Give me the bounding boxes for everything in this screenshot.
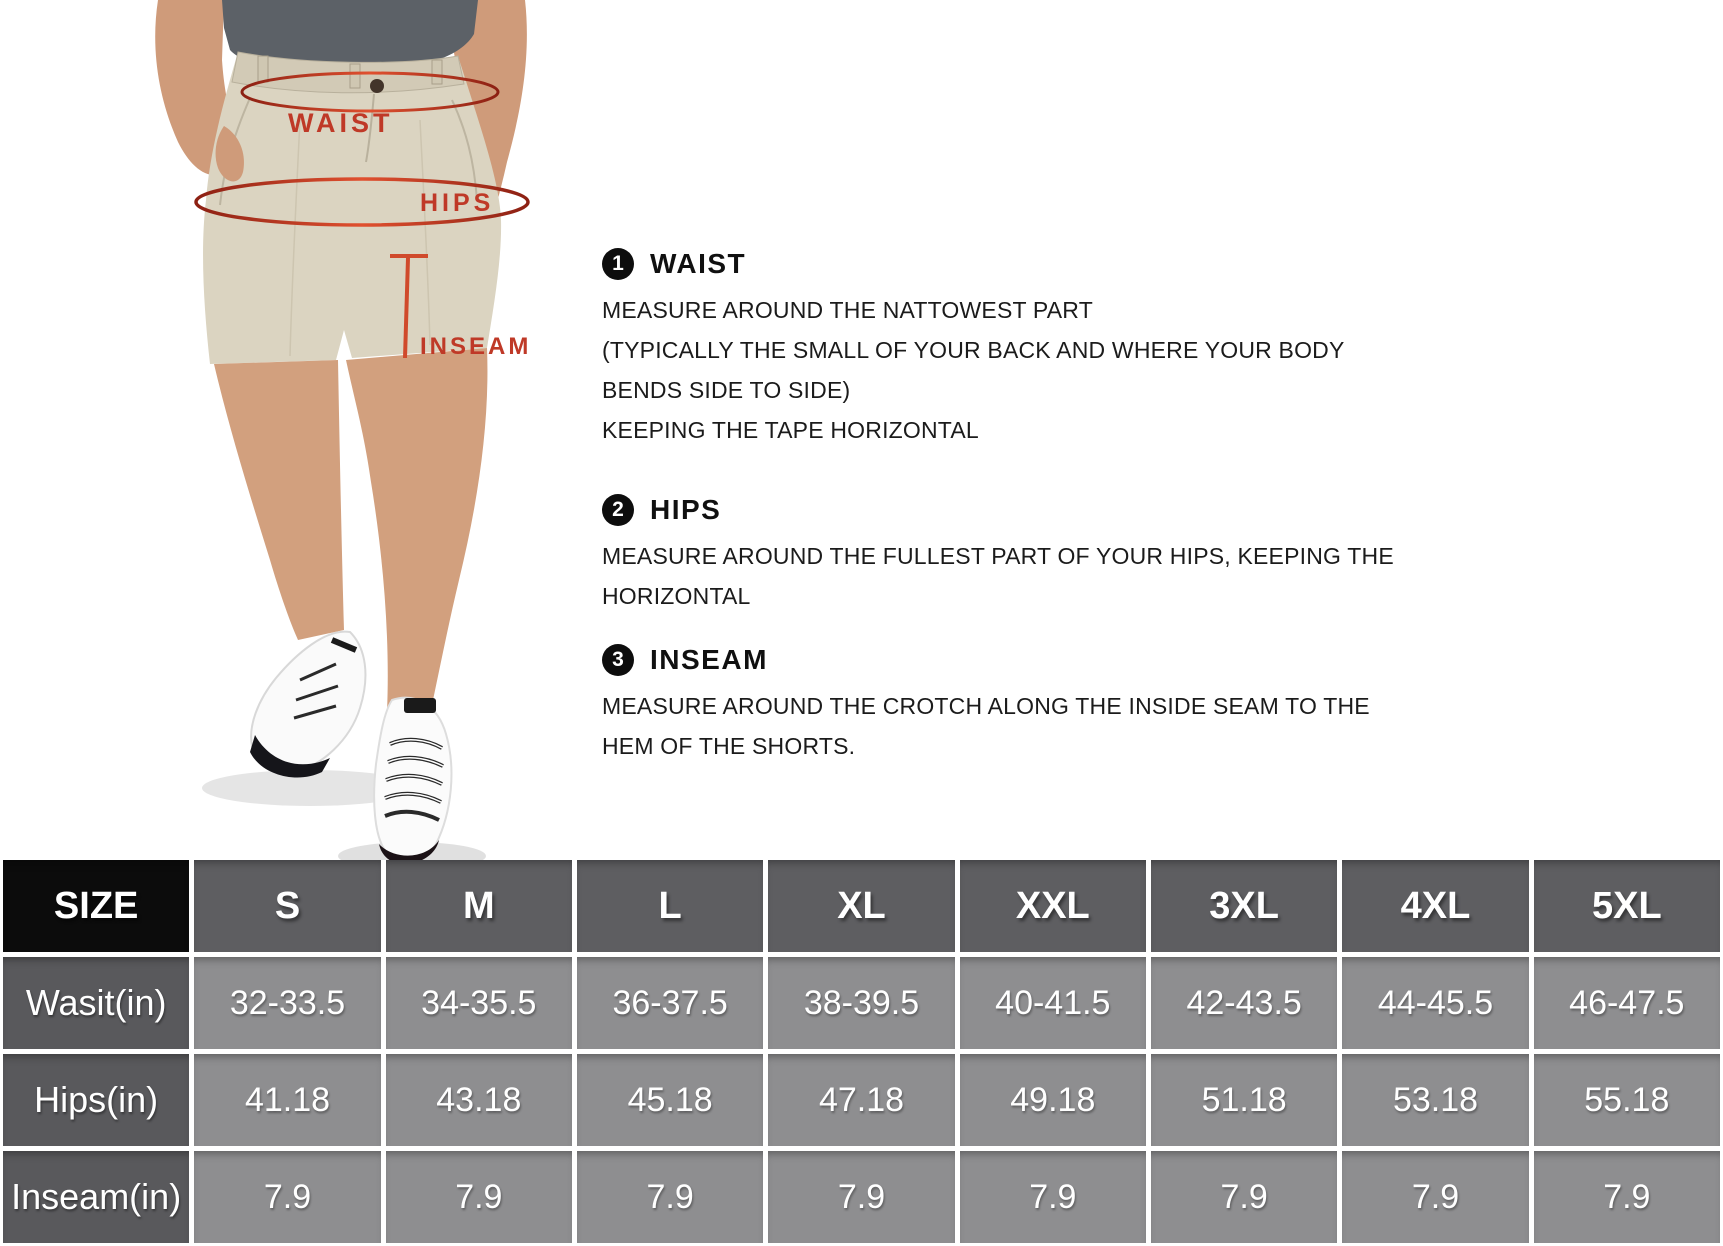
- guide-line: BENDS SIDE TO SIDE): [602, 377, 851, 403]
- guide-line: MEASURE AROUND THE FULLEST PART OF YOUR HIPS, KEEPING THE: [602, 543, 1394, 569]
- waist-value: 40-41.5: [960, 957, 1146, 1049]
- waist-value: 36-37.5: [577, 957, 763, 1049]
- hips-value: 51.18: [1151, 1054, 1337, 1146]
- inseam-value: 7.9: [1534, 1151, 1720, 1243]
- hips-value: 45.18: [577, 1054, 763, 1146]
- hips-value: 53.18: [1342, 1054, 1528, 1146]
- waist-value: 44-45.5: [1342, 957, 1528, 1049]
- hips-value: 47.18: [768, 1054, 954, 1146]
- table-header-s: S: [194, 860, 380, 952]
- inseam-value: 7.9: [768, 1151, 954, 1243]
- waist-value: 38-39.5: [768, 957, 954, 1049]
- size-table: [3, 860, 1720, 1243]
- guide-line: MEASURE AROUND THE NATTOWEST PART: [602, 297, 1093, 323]
- table-header-xl: XL: [768, 860, 954, 952]
- model-illustration: [0, 0, 600, 862]
- right-shoe: [374, 698, 451, 862]
- guide-section-inseam: [602, 642, 1402, 766]
- inseam-value: 7.9: [1151, 1151, 1337, 1243]
- measurement-guide: [602, 246, 1402, 766]
- table-header-l: L: [577, 860, 763, 952]
- guide-line: KEEPING THE TAPE HORIZONTAL: [602, 417, 979, 443]
- hips-value: 41.18: [194, 1054, 380, 1146]
- inseam-value: 7.9: [1342, 1151, 1528, 1243]
- section-heading: [602, 492, 1402, 528]
- step-3-badge: 3: [602, 644, 634, 676]
- waist-value: 46-47.5: [1534, 957, 1720, 1049]
- row-label-waist: Wasit(in): [3, 957, 189, 1049]
- section-title-waist: WAIST: [650, 248, 747, 279]
- belt-loop: [432, 60, 442, 84]
- hips-value: 55.18: [1534, 1054, 1720, 1146]
- table-header-5xl: 5XL: [1534, 860, 1720, 952]
- guide-section-hips: [602, 492, 1402, 616]
- shoe-tongue-tab: [404, 698, 436, 713]
- table-header-size: SIZE: [3, 860, 189, 952]
- inseam-value: 7.9: [194, 1151, 380, 1243]
- right-leg: [346, 348, 487, 712]
- product-photo: [0, 0, 600, 862]
- guide-line: HEM OF THE SHORTS.: [602, 733, 856, 759]
- belt-loop: [258, 56, 268, 82]
- belt-loop: [350, 64, 360, 88]
- inseam-label: INSEAM: [420, 333, 532, 360]
- guide-line: (TYPICALLY THE SMALL OF YOUR BACK AND WHERE YOUR BODY: [602, 337, 1345, 363]
- inseam-value: 7.9: [386, 1151, 572, 1243]
- table-header-m: M: [386, 860, 572, 952]
- row-label-hips: Hips(in): [3, 1054, 189, 1146]
- waist-label: WAIST: [288, 108, 394, 138]
- waist-value: 34-35.5: [386, 957, 572, 1049]
- row-label-inseam: Inseam(in): [3, 1151, 189, 1243]
- hips-label: HIPS: [420, 189, 495, 217]
- guide-section-waist: [602, 246, 1402, 450]
- section-heading: [602, 642, 1402, 678]
- table-header-4xl: 4XL: [1342, 860, 1528, 952]
- table-header-xxl: XXL: [960, 860, 1146, 952]
- left-leg: [214, 360, 344, 640]
- guide-line: HORIZONTAL: [602, 583, 751, 609]
- waist-value: 32-33.5: [194, 957, 380, 1049]
- waist-value: 42-43.5: [1151, 957, 1337, 1049]
- inseam-value: 7.9: [960, 1151, 1146, 1243]
- hips-value: 49.18: [960, 1054, 1146, 1146]
- table-header-3xl: 3XL: [1151, 860, 1337, 952]
- inseam-value: 7.9: [577, 1151, 763, 1243]
- section-title-hips: HIPS: [650, 494, 722, 525]
- hips-value: 43.18: [386, 1054, 572, 1146]
- section-heading: [602, 246, 1402, 282]
- step-2-badge: 2: [602, 494, 634, 526]
- shorts-button: [370, 79, 384, 93]
- step-1-badge: 1: [602, 248, 634, 280]
- section-title-inseam: INSEAM: [650, 644, 768, 675]
- guide-line: MEASURE AROUND THE CROTCH ALONG THE INSIDE SEAM TO THE: [602, 693, 1370, 719]
